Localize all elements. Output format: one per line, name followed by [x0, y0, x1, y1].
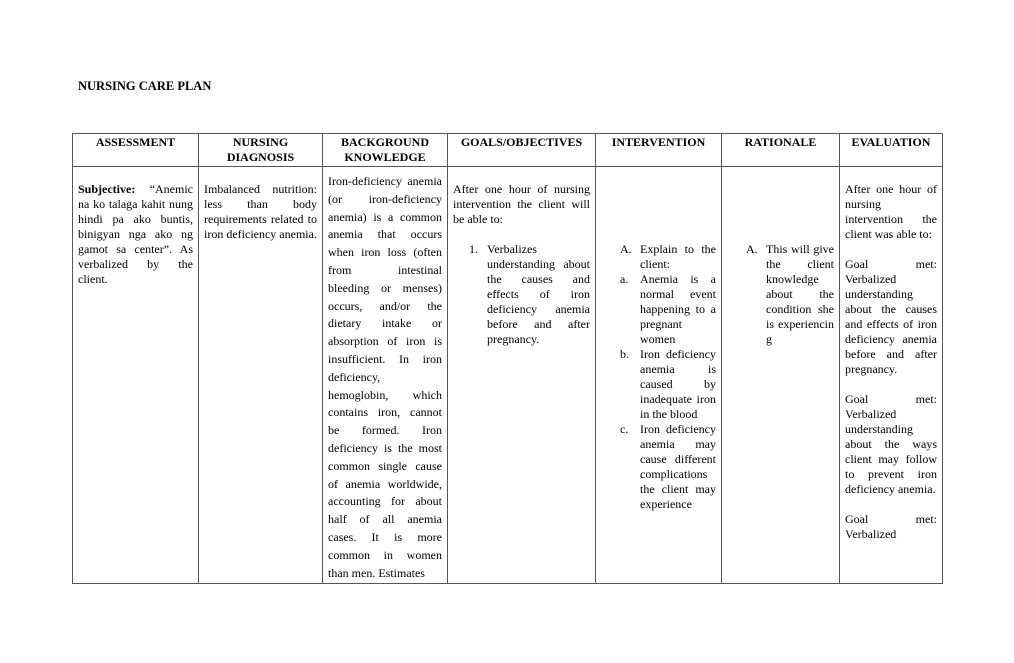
rationale-cell: [722, 167, 840, 584]
evaluation-intro: After one hour of nursing intervention the client was able to:: [845, 182, 937, 241]
list-item: [596, 422, 721, 512]
header-nursing-diagnosis: NURSING DIAGNOSIS: [199, 134, 323, 167]
goals-intro: After one hour of nursing intervention the client will be able to:: [453, 182, 590, 226]
table-row: [73, 167, 943, 584]
page-title: NURSING CARE PLAN: [78, 79, 212, 93]
intervention-list: [596, 242, 721, 512]
header-assessment: ASSESSMENT: [73, 134, 199, 167]
intervention-text: Explain to the client:: [640, 242, 716, 271]
evaluation-goal-2: Goal met: Verbalized understanding about the ways client may follow to prevent iron deficiency anemia.: [845, 392, 937, 496]
list-item: [448, 242, 595, 347]
intervention-text: Iron deficiency anemia is caused by inadequate iron in the blood: [640, 347, 716, 421]
header-background-knowledge: BACKGROUND KNOWLEDGE: [323, 134, 448, 167]
intervention-cell: [596, 167, 722, 584]
list-marker: a.: [620, 272, 629, 286]
evaluation-cell: [840, 167, 943, 584]
list-marker: b.: [620, 347, 629, 361]
assessment-text: [73, 167, 198, 287]
list-marker: A.: [746, 242, 758, 256]
list-marker: c.: [620, 422, 629, 436]
rationale-list: [722, 242, 839, 347]
subjective-quote: “Anemic na ko talaga kahit nung hindi pa ako buntis, binigyan nga ako ng gamot sa center”. As verbalized by the client.: [78, 182, 193, 286]
header-intervention: INTERVENTION: [596, 134, 722, 167]
subjective-label: Subjective:: [78, 182, 136, 196]
goal-text: Verbalizes understanding about the causes and effects of iron deficiency anemia before and after pregnancy.: [487, 242, 590, 346]
intervention-text: Iron deficiency anemia may cause different complications the client may experience: [640, 422, 716, 511]
evaluation-goal-3: Goal met: Verbalized: [845, 512, 937, 541]
evaluation-goal-1: Goal met: Verbalized understanding about the causes and effects of iron deficiency anemia before and after pregnancy.: [845, 257, 937, 376]
rationale-text: This will give the client knowledge about the condition she is experiencin g: [766, 242, 834, 346]
goals-list: [448, 242, 595, 347]
header-rationale: RATIONALE: [722, 134, 840, 167]
header-row: [73, 134, 943, 167]
list-marker: 1.: [469, 242, 478, 256]
list-item: [596, 242, 721, 272]
care-plan-table: [72, 133, 943, 584]
background-cell: [323, 167, 448, 584]
background-text: Iron-deficiency anemia (or iron-deficiency anemia) is a common anemia that occurs when iron loss (often from intestinal bleeding or menses) occurs, and/or the dietary intake or absorption of iron is insufficient. In iron deficiency, hemoglobin, which contains iron, cannot be formed. Iron deficiency is the most common single cause of anemia worldwide, accounting for about half of all anemia cases. It is more common in women than men. Estimates: [328, 174, 442, 580]
header-goals-objectives: GOALS/OBJECTIVES: [448, 134, 596, 167]
diagnosis-cell: [199, 167, 323, 584]
list-marker: A.: [620, 242, 632, 256]
intervention-text: Anemia is a normal event happening to a pregnant women: [640, 272, 716, 346]
assessment-cell: [73, 167, 199, 584]
header-evaluation: EVALUATION: [840, 134, 943, 167]
list-item: [596, 347, 721, 422]
list-item: [722, 242, 839, 347]
goals-cell: [448, 167, 596, 584]
diagnosis-text: Imbalanced nutrition: less than body requirements related to iron deficiency anemia.: [204, 182, 317, 241]
list-item: [596, 272, 721, 347]
